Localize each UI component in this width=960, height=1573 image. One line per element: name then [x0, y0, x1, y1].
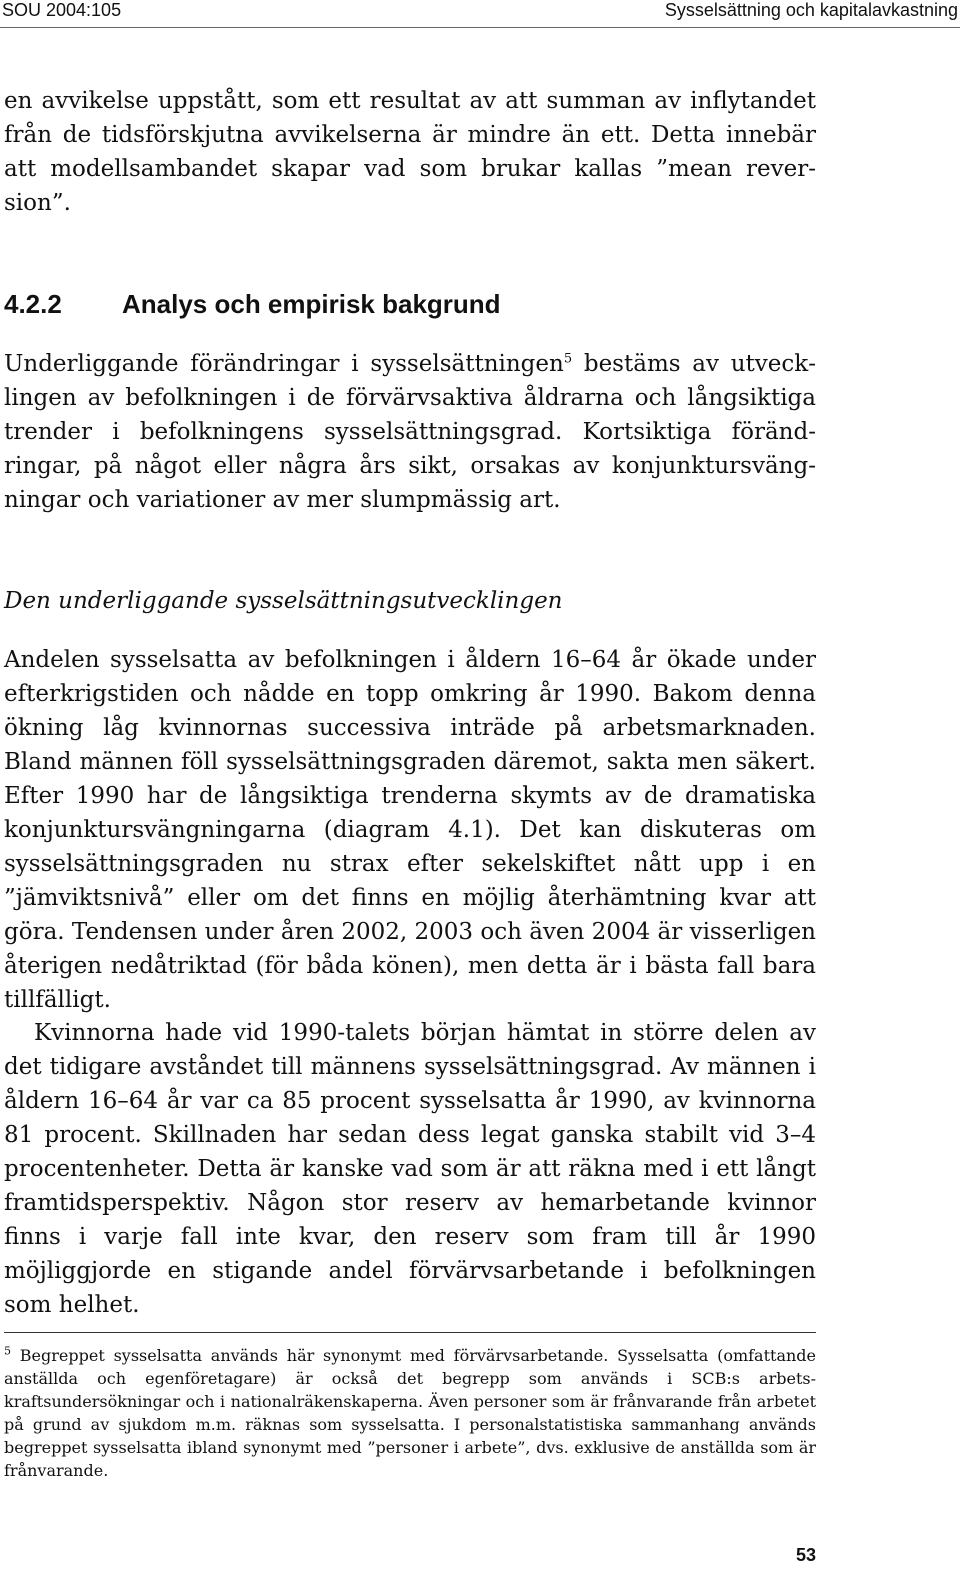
- footnote-marker: 5: [4, 1344, 11, 1358]
- intro-paragraph: en avvikelse uppstått, som ett resultat av att summan av inflytandet från de tidsförskjutna avvikelserna är mindre än ett. Detta innebär att modellsambandet skapar vad som brukar kallas ”mean reversion”.: [4, 88, 816, 216]
- body-paragraph-1: Andelen sysselsatta av befolkningen i åldern 16–64 år ökade under efterkrigstiden och nådde en topp omkring år 1990. Bakom denna ökning låg kvinnornas successiva inträde på arbetsmarknaden. Bland männen föll sysselsättningsgraden däremot, sakta men säkert. Efter 1990 har de långsiktiga trenderna skymts av de dramatiska konjunktursvängningarna (diagram 4.1). Det kan diskuteras om sysselsättningsgraden nu strax efter sekelskiftet nått upp i en ”jämviktsnivå” eller om det finns en möjlig återhämtning kvar att göra. Tendensen under åren 2002, 2003 och även 2004 är visserligen återigen nedåtriktad (för båda könen), men detta är i bästa fall bara tillfälligt.: [4, 647, 816, 1013]
- document-id: SOU 2004:105: [2, 0, 122, 20]
- footnote-text: Begreppet sysselsatta används här synonymt med förvärvsarbetande. Sysselsatta (omfattande anställda och egenföretagare) är också det begrepp som används i SCB:s arbetskraftsundersökningar och i nationalräkenskaperna. Även personer som är frånvarande från arbetet på grund av sjukdom m.m. räknas som sysselsatta. I personalstatistiska sammanhang används begreppet sysselsatta ibland synonymt med ”personer i arbete”, dvs. exklusive de anställda som är frånvarande.: [4, 1346, 816, 1480]
- section-number: 4.2.2: [4, 289, 62, 319]
- subheading: Den underliggande sysselsättningsutvecklingen: [4, 588, 563, 614]
- running-header: [0, 0, 960, 22]
- chapter-title: Sysselsättning och kapitalavkastning: [664, 0, 958, 20]
- page-number: 53: [795, 1545, 816, 1565]
- footnote: [4, 1344, 816, 1482]
- section-paragraph: [4, 347, 816, 517]
- body-paragraph-2: Kvinnorna hade vid 1990-talets början hämtat in större delen av det tidigare avståndet till männens sysselsättningsgrad. Av männen i åldern 16–64 år var ca 85 procent sysselsatta år 1990, av kvinnorna 81 procent. Skillnaden har sedan dess legat ganska stabilt vid 3–4 procentenheter. Detta är kanske vad som är att räkna med i ett långt framtidsperspektiv. Någon stor reserv av hemarbetande kvinnor finns i varje fall inte kvar, den reserv som fram till år 1990 möjliggjorde en stigande andel förvärvsarbetande i befolkningen som helhet.: [4, 1020, 816, 1318]
- header-divider: [0, 27, 960, 28]
- footnote-divider: [4, 1332, 816, 1333]
- section-paragraph-text-a: Underliggande förändringar i sysselsättningen: [4, 351, 564, 377]
- section-paragraph-text-b: bestäms av utvecklingen av befolkningen i de förvärvsaktiva åldrarna och långsiktiga trender i befolkningens sysselsättningsgrad. Kortsiktiga förändringar, på något eller några års sikt, orsakas av konjunktursvängningar och variationer av mer slumpmässig art.: [4, 351, 817, 513]
- section-title: Analys och empirisk bakgrund: [122, 289, 501, 319]
- footnote-reference: 5: [563, 351, 573, 367]
- section-heading: [4, 287, 816, 321]
